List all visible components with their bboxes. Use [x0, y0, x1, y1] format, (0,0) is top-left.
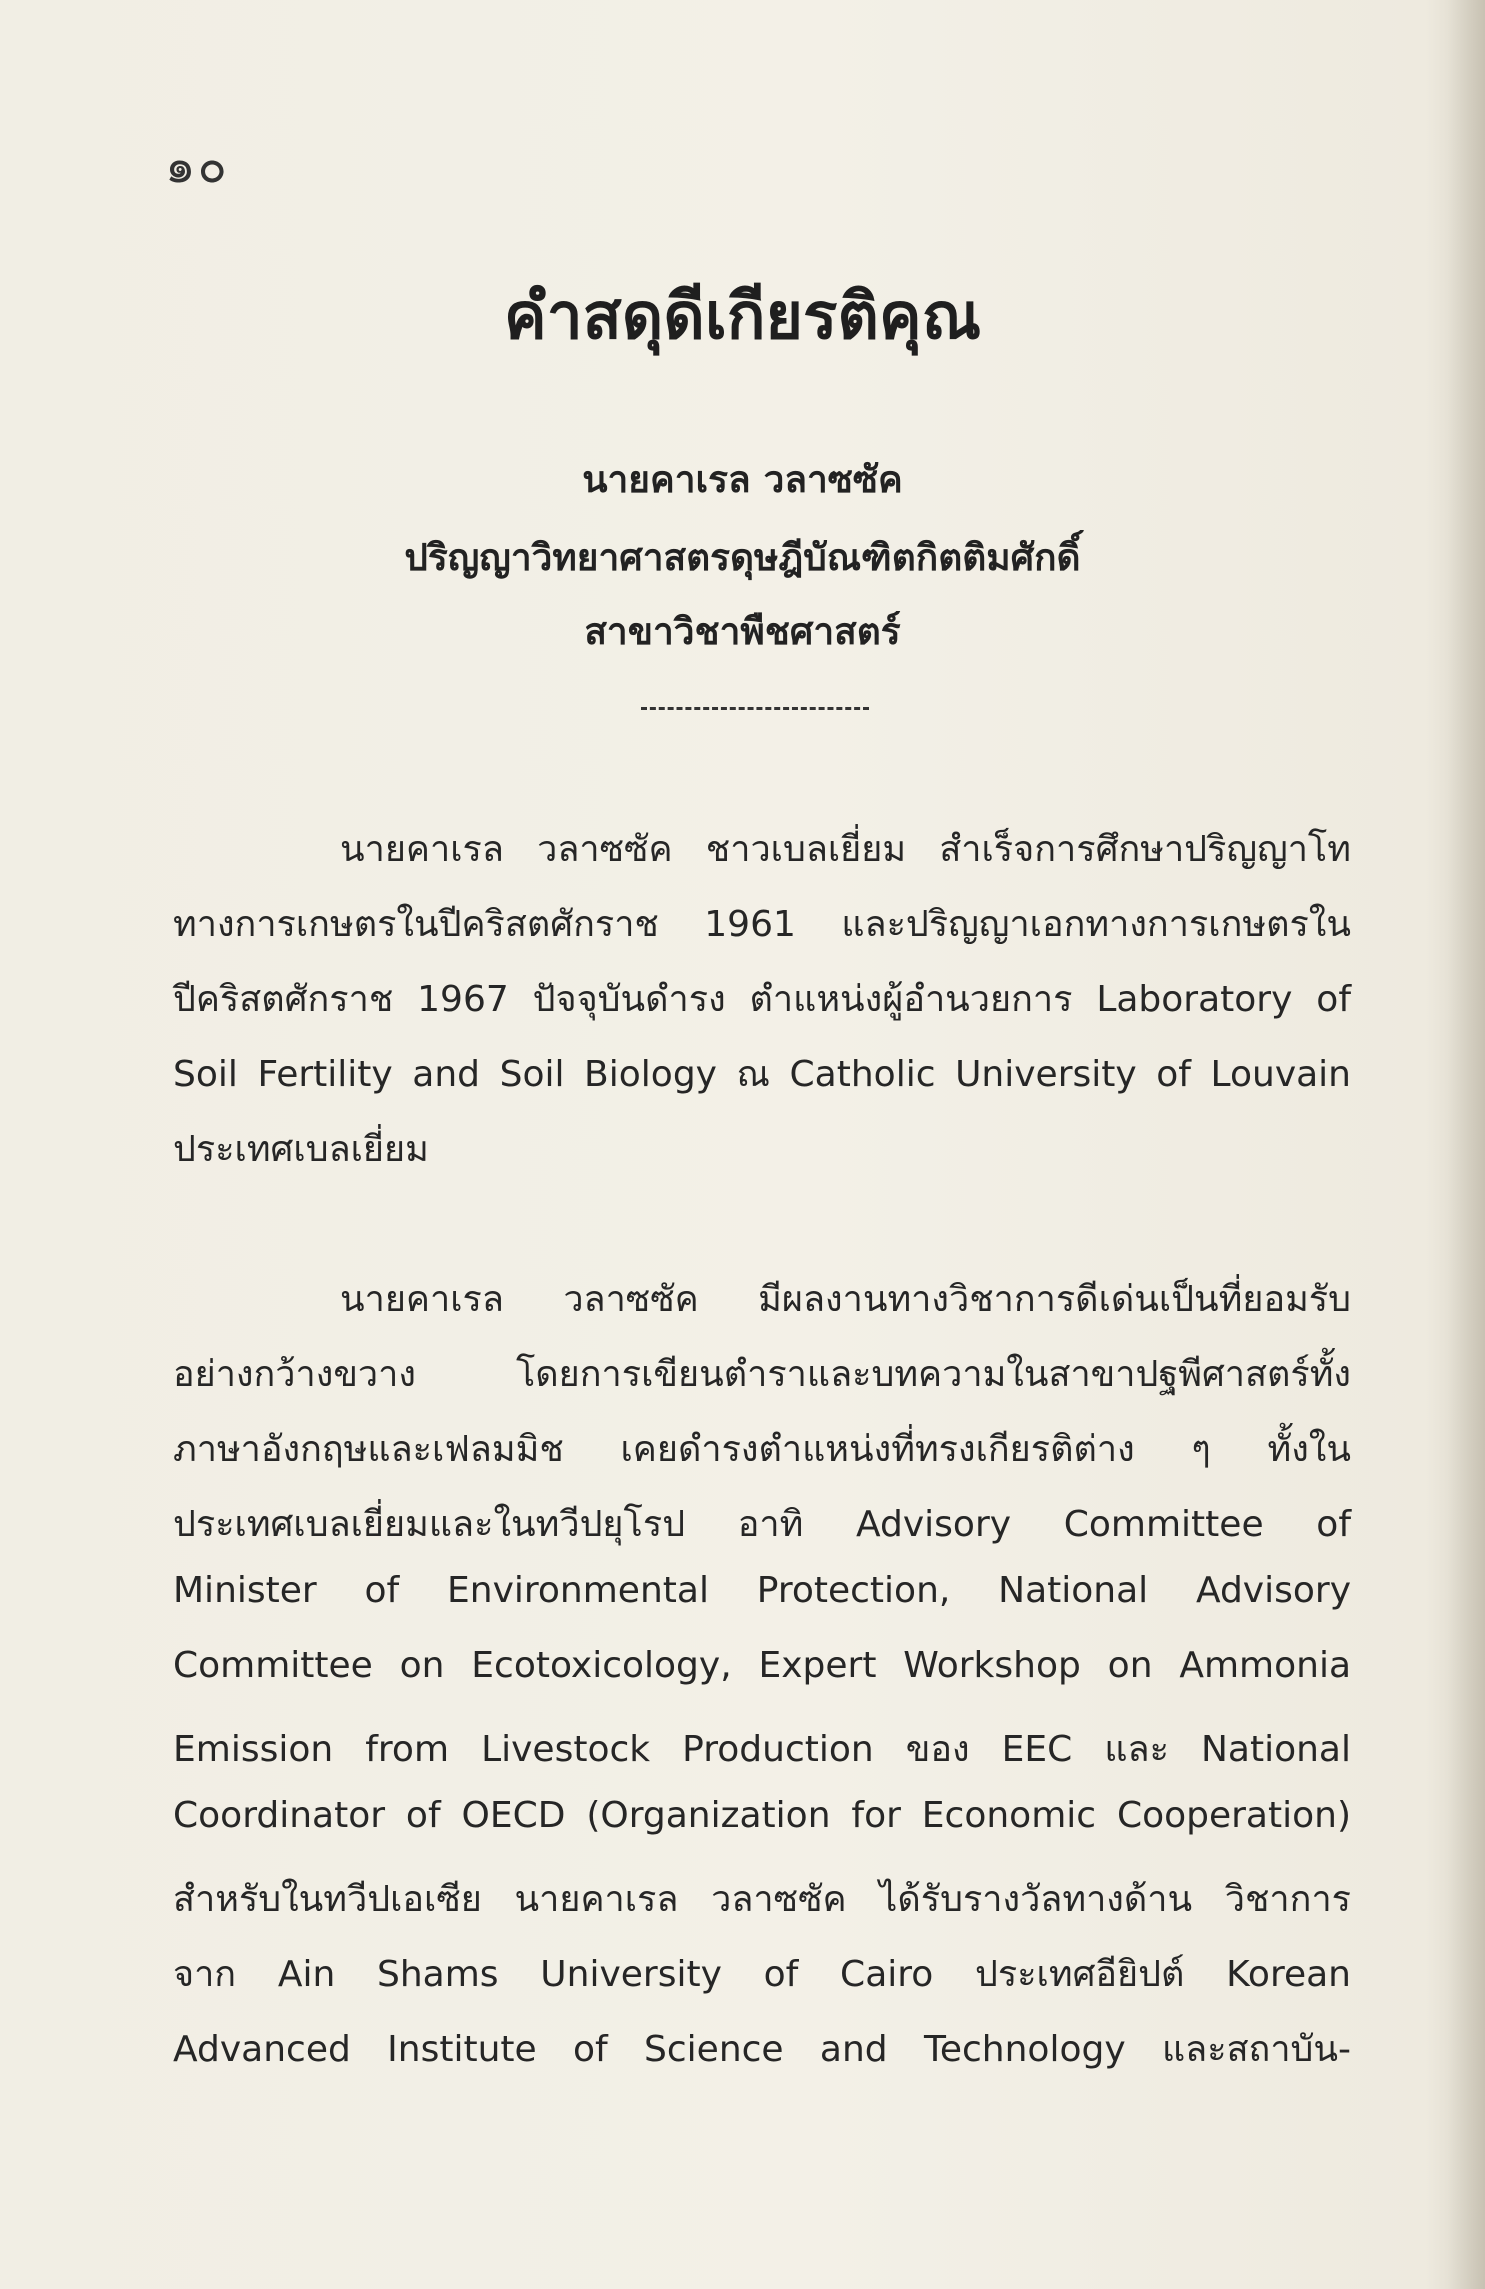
paragraph-line: Advanced Institute of Science and Technology และสถาบัน- — [173, 2029, 1351, 2070]
paragraph-line: สำหรับในทวีปเอเซีย นายคาเรล วลาซซัค ได้รับรางวัลทางด้าน วิชาการ — [173, 1879, 1351, 1920]
page-title: คำสดุดีเกียรติคุณ — [503, 280, 982, 354]
paragraph-line: ปีคริสตศักราช 1967 ปัจจุบันดำรง ตำแหน่งผู้อำนวยการ Laboratory of — [173, 979, 1351, 1020]
honoree-degree: ปริญญาวิทยาศาสตรดุษฎีบัณฑิตกิตติมศักดิ์ — [404, 536, 1081, 579]
honoree-field: สาขาวิชาพืชศาสตร์ — [584, 610, 901, 653]
paragraph-line: Minister of Environmental Protection, National Advisory — [173, 1570, 1351, 1611]
paragraph-line: นายคาเรล วลาซซัค มีผลงานทางวิชาการดีเด่นเป็นที่ยอมรับ — [340, 1279, 1351, 1320]
paragraph-line: อย่างกว้างขวาง โดยการเขียนตำราและบทความในสาขาปฐพีศาสตร์ทั้ง — [173, 1354, 1351, 1395]
paragraph-line: Committee on Ecotoxicology, Expert Workshop on Ammonia — [173, 1645, 1351, 1686]
paragraph-line: ประเทศเบลเยี่ยม — [173, 1129, 429, 1170]
page-number: ๑๐ — [165, 138, 229, 194]
honoree-name: นายคาเรล วลาซซัค — [582, 458, 903, 501]
paragraph-line: Emission from Livestock Production ของ EEC และ National — [173, 1729, 1351, 1770]
paragraph-line: Soil Fertility and Soil Biology ณ Catholic University of Louvain — [173, 1054, 1351, 1095]
section-divider — [641, 707, 869, 710]
paragraph-line: จาก Ain Shams University of Cairo ประเทศอียิปต์ Korean — [173, 1954, 1351, 1995]
paragraph-line: ประเทศเบลเยี่ยมและในทวีปยุโรป อาทิ Advisory Committee of — [173, 1504, 1351, 1545]
paragraph-line: นายคาเรล วลาซซัค ชาวเบลเยี่ยม สำเร็จการศึกษาปริญญาโท — [340, 829, 1351, 870]
page-edge-shadow — [1447, 0, 1485, 2289]
paragraph-line: Coordinator of OECD (Organization for Economic Cooperation) — [173, 1795, 1351, 1836]
paragraph-line: ภาษาอังกฤษและเฟลมมิช เคยดำรงตำแหน่งที่ทรงเกียรติต่าง ๆ ทั้งใน — [173, 1429, 1351, 1470]
paragraph-line: ทางการเกษตรในปีคริสตศักราช 1961 และปริญญาเอกทางการเกษตรใน — [173, 904, 1351, 945]
